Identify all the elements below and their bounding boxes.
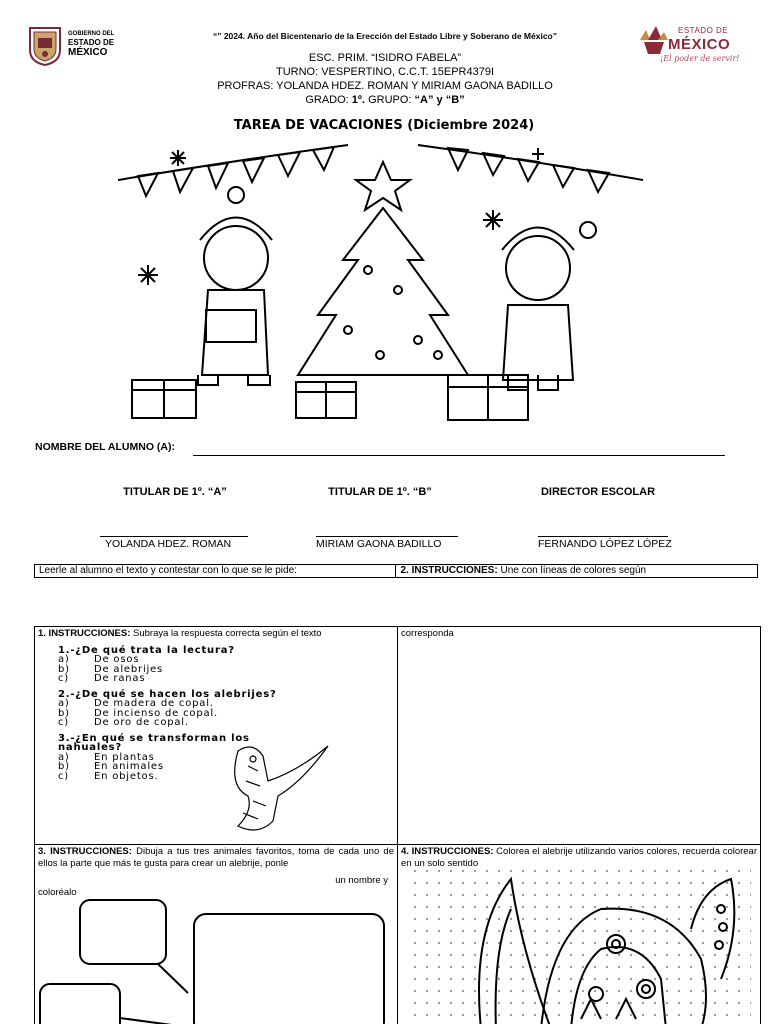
group-value: “A” y “B” (414, 94, 465, 106)
question-3-option-c[interactable]: c) En objetos. (58, 770, 159, 782)
strip-left-text: Leerle al alumno el texto y contestar con lo que se le pide: (39, 565, 297, 576)
grade-value: 1º. (351, 94, 365, 106)
question-2-option-a[interactable]: a) De madera de copal. (58, 698, 214, 709)
school-shift: TURNO: VESPERTINO, C.C.T. 15EPR4379I (275, 66, 495, 78)
coat-of-arms-icon (28, 24, 62, 66)
school-info (140, 51, 630, 107)
question-2-text: 2.-¿De qué se hacen los alebrijes? (58, 688, 277, 700)
teachers-line: PROFRAS: YOLANDA HDEZ. ROMAN Y MIRIAM GAONA BADILLO (217, 80, 553, 92)
section-1-text: Subraya la respuesta correcta según el texto (133, 628, 322, 639)
section-1-label: 1. INSTRUCCIONES: (38, 628, 131, 639)
section-3-text: Dibuja a tus tres animales favoritos, toma de cada uno de ellos la parte que más te gusta para crear un alebrije, ponle (38, 846, 395, 869)
year-motto: “” 2024. Año del Bicentenario de la Erección del Estado Libre y Soberano de México” (212, 31, 558, 41)
grade-group-line (140, 93, 630, 107)
signature-name-director: FERNANDO LÓPEZ LÓPEZ (538, 538, 672, 550)
state-government-logo (28, 24, 128, 68)
question-2-option-c[interactable]: c) De oro de copal. (58, 717, 189, 728)
alebrije-figure-icon (198, 741, 338, 836)
quiz-question-2 (58, 690, 394, 728)
question-3-text: 3.-¿En qué se transforman los nahuales? (58, 732, 250, 753)
school-name: ESC. PRIM. “ISIDRO FABELA” (308, 52, 462, 64)
right-logo-slogan: ¡El poder de servir! (660, 54, 740, 63)
student-name-label: NOMBRE DEL ALUMNO (A): (35, 441, 175, 453)
strip-right-label: 2. INSTRUCCIONES: (400, 565, 498, 576)
question-3-option-b[interactable]: b) En animales (58, 761, 164, 772)
student-name-field[interactable] (193, 455, 725, 456)
left-logo-line2: ESTADO DE (68, 38, 115, 47)
flower-emblem-icon (636, 24, 670, 56)
quiz-question-1 (58, 646, 394, 684)
signature-name-1b: MIRIAM GAONA BADILLO (316, 538, 442, 550)
strip-right-cell (396, 565, 758, 578)
section-1-cell (35, 627, 398, 845)
christmas-kids-illustration (118, 140, 648, 425)
signature-title-1b: TITULAR DE 1º. “B” (328, 486, 432, 498)
signature-title-director: DIRECTOR ESCOLAR (540, 486, 656, 498)
grade-label: GRADO: (305, 94, 349, 106)
section-1-instructions (38, 628, 394, 640)
signature-name-1a: YOLANDA HDEZ. ROMAN (105, 538, 232, 550)
signature-line-1b (316, 536, 458, 537)
signature-title-1a: TITULAR DE 1º. “A” (123, 486, 227, 498)
estado-de-mexico-logo (636, 22, 748, 66)
question-3-option-a[interactable]: a) En plantas (58, 751, 155, 763)
activities-grid (34, 626, 761, 1024)
strip-left-cell (35, 565, 396, 578)
section-4-label: 4. INSTRUCCIONES: (401, 846, 494, 857)
signature-line-director (538, 536, 668, 537)
strip-right-text: Une con líneas de colores según (500, 565, 647, 576)
question-1-option-b[interactable]: b) De alebrijes (58, 663, 164, 675)
section-3-label: 3. INSTRUCCIONES: (38, 846, 132, 857)
question-1-option-c[interactable]: c) De ranas (58, 673, 146, 684)
section-4-cell (398, 845, 761, 1024)
drawing-frames[interactable] (38, 898, 394, 1024)
right-logo-line1: ESTADO DE (678, 26, 729, 35)
section-2-text: corresponda (401, 628, 454, 639)
question-1-text: 1.-¿De qué trata la lectura? (58, 644, 235, 656)
section-3-text3: coloréalo (38, 886, 77, 898)
left-logo-line3: MÉXICO (68, 47, 108, 58)
section-4-instructions (401, 846, 757, 869)
reading-instruction-strip (34, 564, 758, 578)
section-4-text: Colorea el alebrije utilizando varios colores, recuerda colorear en un solo sentido (401, 846, 758, 869)
document-title: TAREA DE VACACIONES (Diciembre 2024) (233, 118, 535, 133)
left-logo-line1: GOBIERNO DEL (68, 31, 115, 37)
group-label: GRUPO: (368, 94, 412, 106)
signature-line-1a (100, 536, 248, 537)
section-3-text2: un nombre y (335, 875, 388, 886)
question-2-option-b[interactable]: b) De incienso de copal. (58, 707, 218, 719)
section-2-cell (398, 627, 761, 845)
alebrije-coloring-drawing[interactable] (401, 869, 757, 1024)
right-logo-line2: MÉXICO (668, 36, 731, 53)
section-3-cell (35, 845, 398, 1024)
section-3-instructions (38, 846, 394, 869)
question-1-option-a[interactable]: a) De osos (58, 654, 140, 665)
